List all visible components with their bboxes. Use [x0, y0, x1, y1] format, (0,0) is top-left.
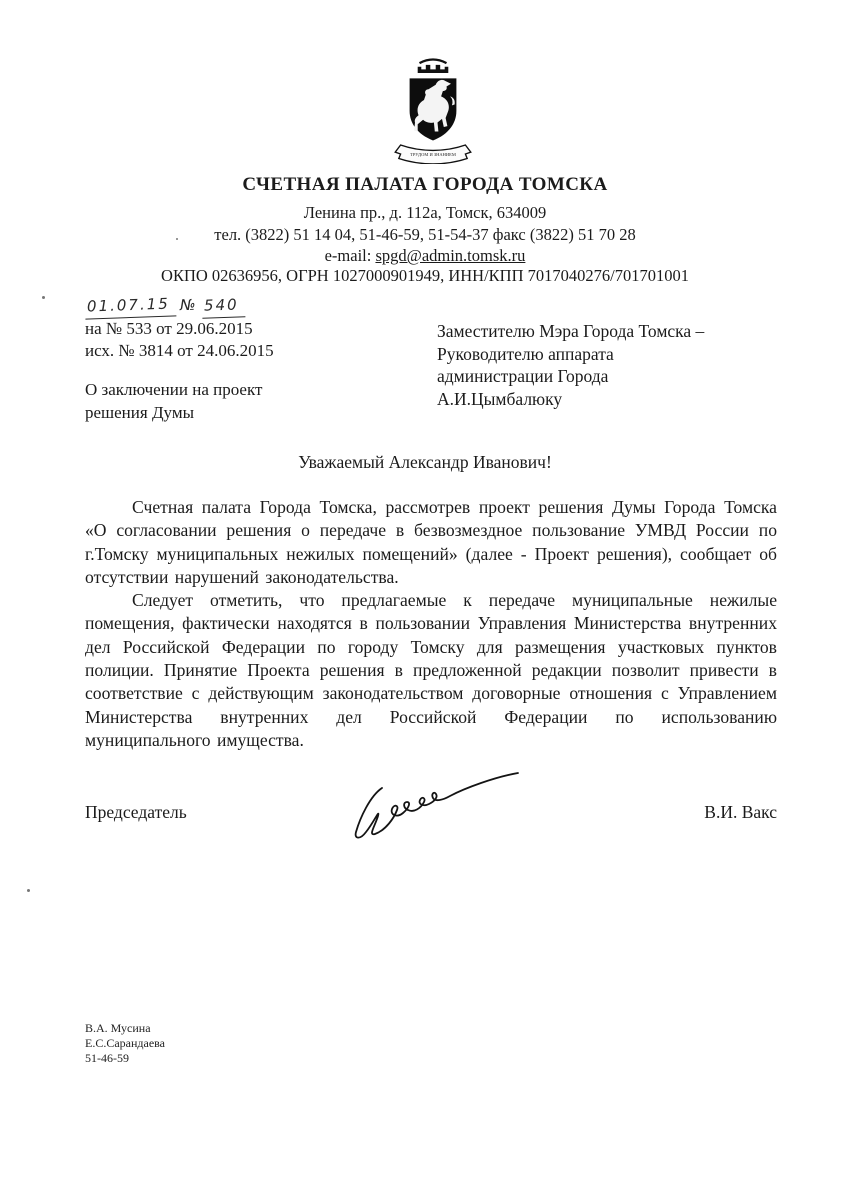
email-link[interactable]: spgd@admin.tomsk.ru: [375, 246, 526, 265]
handwritten-date: 01.07.15: [85, 292, 177, 319]
handwritten-signature-icon: [340, 760, 540, 845]
handwritten-reference: [85, 294, 274, 318]
recipient-line: А.И.Цымбалюку: [437, 388, 563, 409]
outgoing-reference: исх. № 3814 от 24.06.2015: [85, 341, 274, 360]
executor-name: Е.С.Сарандаева: [85, 1036, 166, 1050]
recipient-block: [437, 320, 704, 410]
body-paragraph-1: Счетная палата Города Томска, рассмотрев проект решения Думы Города Томска «О согласовании решения о передаче в безвозмездное пользование УМВД России по г.Томску муниципальных нежилых помещений» (далее - Проект решения), сообщает об отсутствии нарушений законодательства.: [85, 497, 777, 587]
letter-body: [85, 496, 777, 752]
scan-artifact-dot: [27, 889, 30, 892]
executor-block: [85, 1021, 165, 1066]
reference-block: [85, 294, 274, 362]
salutation: Уважаемый Александр Иванович!: [298, 452, 552, 472]
executor-name: В.А. Мусина: [85, 1021, 151, 1035]
tomsk-coat-of-arms-icon: [388, 54, 478, 164]
org-registration-line: ОКПО 02636956, ОГРН 1027000901949, ИНН/КПП 7017040276/701701001: [161, 266, 689, 285]
recipient-line: Руководителю аппарата: [437, 343, 614, 364]
scan-artifact-dot: [176, 238, 178, 240]
scan-artifact-dot: [42, 296, 45, 299]
recipient-line: Заместителю Мэра Города Томска –: [437, 321, 705, 341]
subject-line-2: решения Думы: [85, 403, 194, 422]
signer-name: В.И. Вакс: [704, 802, 777, 822]
recipient-line: администрации Города: [437, 366, 609, 386]
number-sign: №: [179, 295, 198, 315]
reply-reference: на № 533 от 29.06.2015: [85, 319, 253, 338]
body-paragraph-2: Следует отметить, что предлагаемые к передаче муниципальные нежилые помещения, фактически находятся в пользовании Управления Министерства внутренних дел Российской Федерации по городу Томску для размещения участковых пунктов полиции. Принятие Проекта решения в предложенной редакции позволит привести в соответствие с действующим законодательством договорные отношения с Управлением Министерства внутренних дел Российской Федерации по использованию муниципального имущества.: [85, 590, 777, 750]
org-title: СЧЕТНАЯ ПАЛАТА ГОРОДА ТОМСКА: [242, 174, 608, 195]
org-email-line: [0, 246, 850, 266]
emblem-motto: ТРУДОМ И ЗНАНИЕМ: [410, 151, 456, 157]
subject-block: [85, 378, 262, 424]
org-address: Ленина пр., д. 112а, Томск, 634009: [303, 203, 547, 222]
handwritten-number: 540: [202, 293, 245, 318]
signer-title: Председатель: [85, 802, 187, 822]
subject-line-1: О заключении на проект: [85, 380, 263, 399]
org-phone-line: тел. (3822) 51 14 04, 51-46-59, 51-54-37 факс (3822) 51 70 28: [214, 225, 636, 244]
executor-phone: 51-46-59: [85, 1051, 129, 1065]
email-label: e-mail:: [324, 246, 376, 265]
